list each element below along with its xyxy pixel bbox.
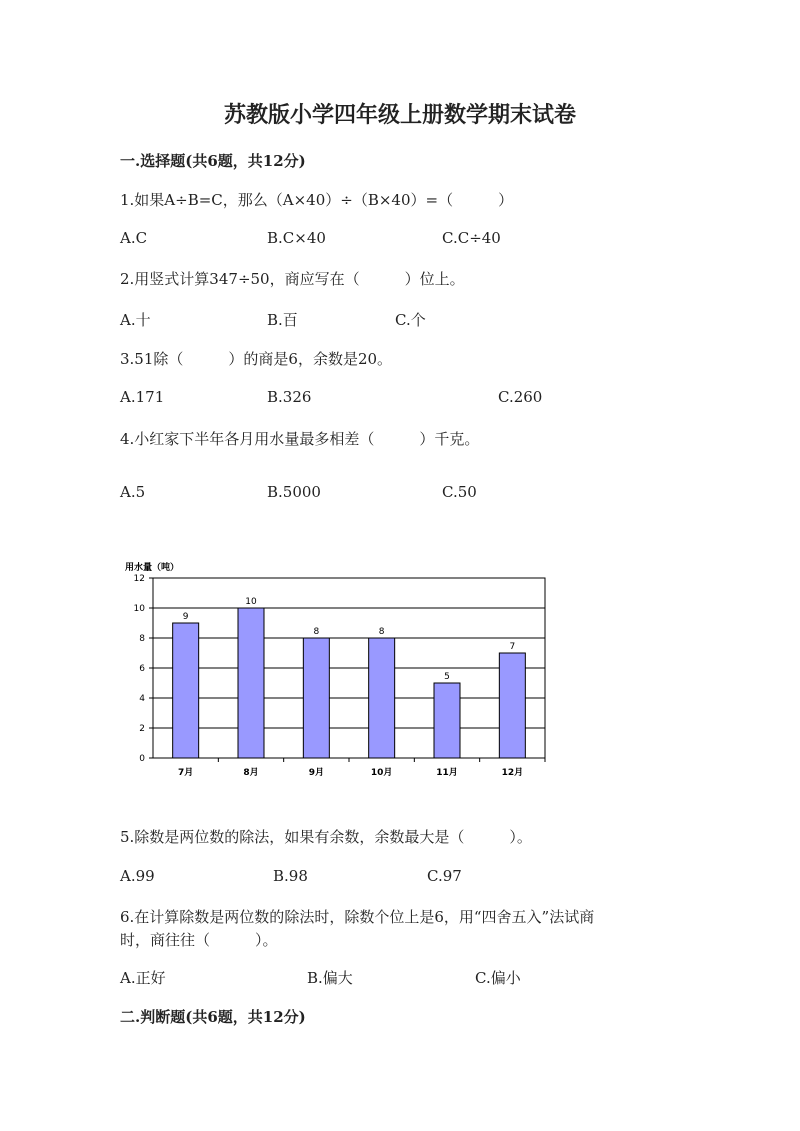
bar-value-label: 10 [245,597,257,607]
bar-value-label: 8 [313,627,320,637]
y-tick-label: 4 [139,694,145,704]
question-3: 3.51除（ ）的商是6，余数是20。 [120,350,393,368]
question-4: 4.小红家下半年各月用水量最多相差（ ）千克。 [120,430,480,448]
bar [303,638,329,758]
q6-option-a: A.正好 [120,969,166,987]
x-tick-label: 8月 [243,768,259,778]
q1-option-a: A.C [120,229,148,247]
x-tick-label: 9月 [308,768,324,778]
q3-option-b: B.326 [267,388,312,406]
x-tick-label: 12月 [501,768,524,778]
q2-option-c: C.个 [395,311,426,329]
q3-option-a: A.171 [120,388,165,406]
page-title: 苏教版小学四年级上册数学期末试卷 [223,102,576,128]
x-tick-label: 7月 [178,768,194,778]
bar [369,638,395,758]
question-6-line-1: 6.在计算除数是两位数的除法时，除数个位上是6，用“四舍五入”法试商 [120,908,595,926]
q4-option-c: C.50 [442,483,477,501]
x-tick-label: 11月 [436,768,458,778]
q1-option-b: B.C×40 [267,229,326,247]
y-tick-label: 0 [139,754,145,764]
q1-option-c: C.C÷40 [442,229,501,247]
y-tick-label: 10 [133,604,145,614]
bar-value-label: 8 [378,627,385,637]
q5-option-b: B.98 [273,867,308,885]
q5-option-a: A.99 [120,867,155,885]
section-heading-choice: 一.选择题(共6题，共12分) [120,152,306,170]
y-axis-title: 用水量（吨） [125,563,180,573]
question-2: 2.用竖式计算347÷50，商应写在（ ）位上。 [120,270,465,288]
y-tick-label: 6 [139,664,145,674]
bar [173,623,199,758]
q3-option-c: C.260 [498,388,543,406]
water-usage-bar-chart [118,560,558,785]
q5-option-c: C.97 [427,867,462,885]
q4-option-a: A.5 [120,483,146,501]
bar [434,683,460,758]
question-5: 5.除数是两位数的除法，如果有余数，余数最大是（ ）。 [120,828,532,846]
q4-option-b: B.5000 [267,483,321,501]
q2-option-a: A.十 [120,311,151,329]
y-tick-label: 2 [139,724,145,734]
y-tick-label: 8 [139,634,145,644]
bar-value-label: 9 [182,612,189,622]
x-tick-label: 10月 [370,768,393,778]
bar-value-label: 5 [444,672,450,682]
section-heading-judgment: 二.判断题(共6题，共12分) [120,1008,306,1026]
q6-option-c: C.偏小 [475,969,521,987]
question-6-line-2: 时，商往往（ ）。 [120,931,278,949]
q6-option-b: B.偏大 [307,969,353,987]
bar-value-label: 7 [509,642,516,652]
q2-option-b: B.百 [267,311,298,329]
bar [238,608,264,758]
question-1: 1.如果A÷B=C，那么（A×40）÷（B×40）=（ ） [120,191,514,209]
bar [499,653,525,758]
y-tick-label: 12 [133,574,145,584]
